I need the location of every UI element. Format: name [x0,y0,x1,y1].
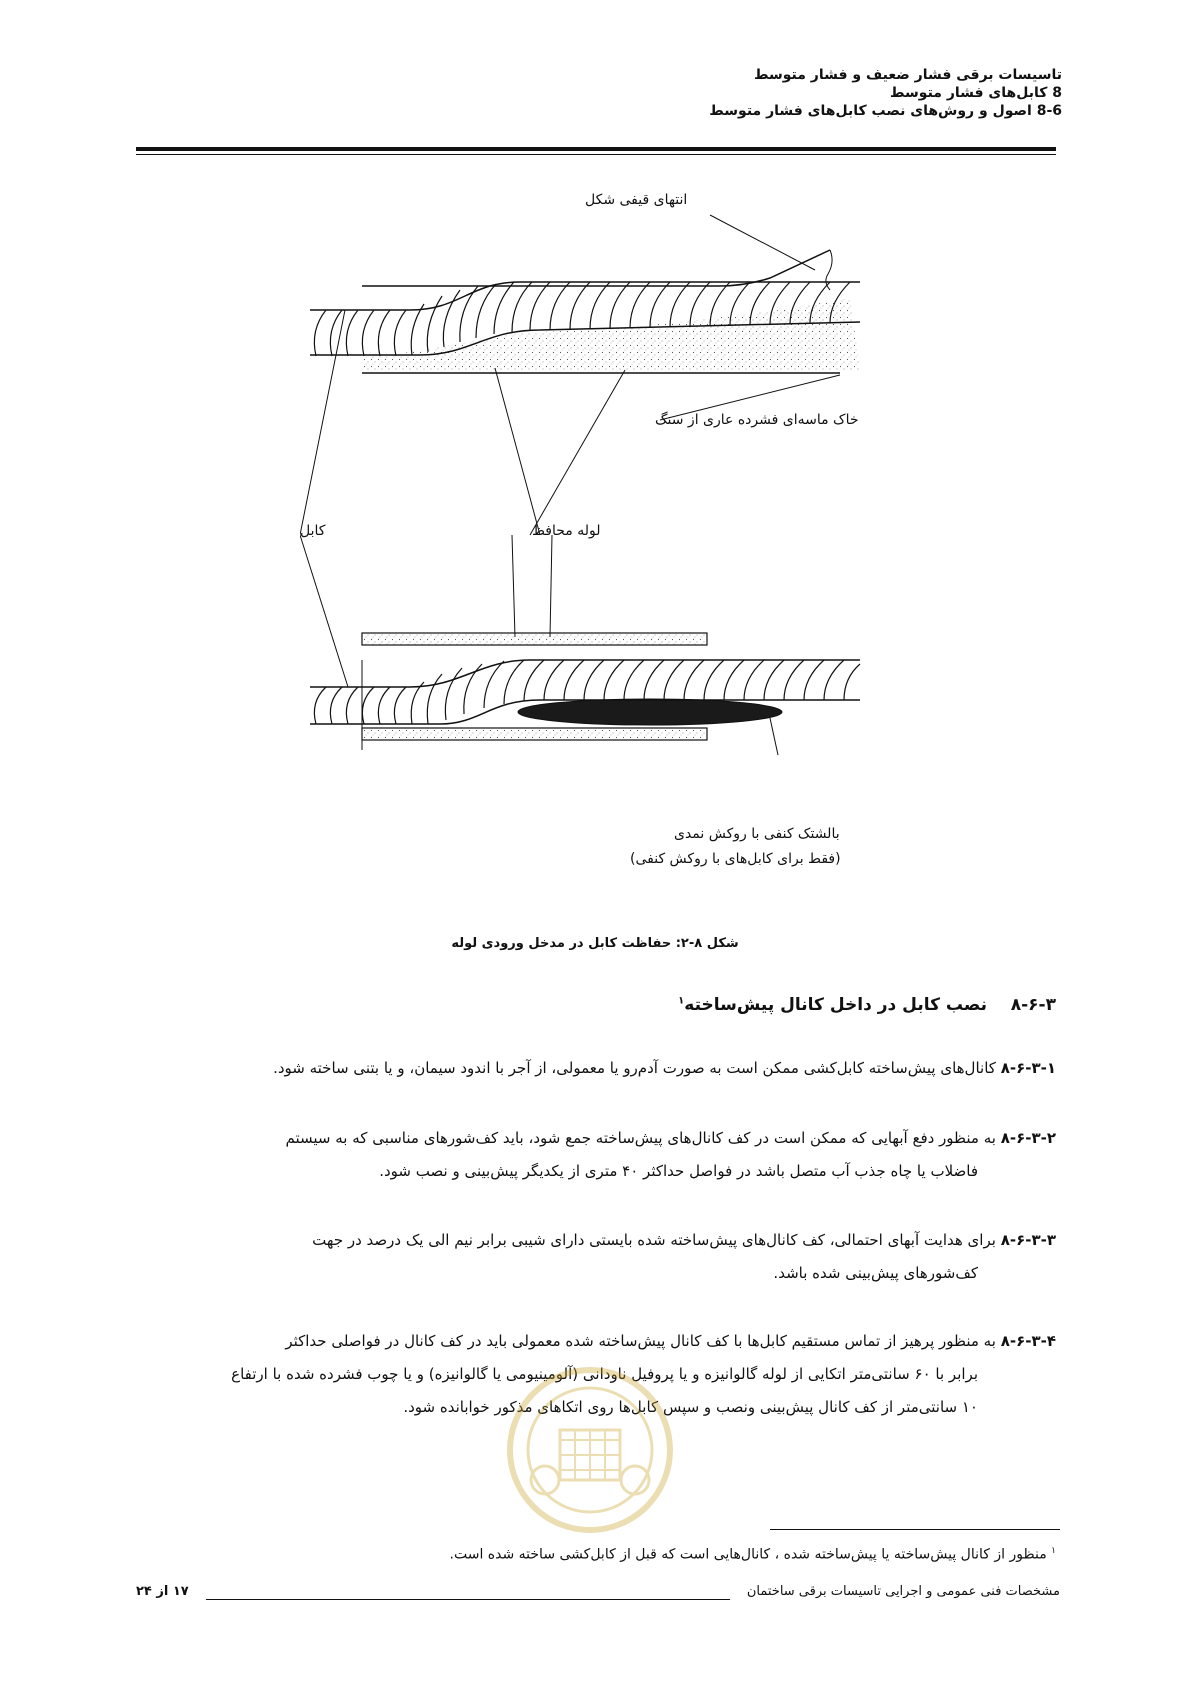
paragraph-text-cont: برابر با ۶۰ سانتی‌متر اتکایی از لوله گالوانیزه و یا پروفیل ناودانی (آلومینیومی یا گالوانیزه) و یا چوب فشرده شده با ارتفاع [231,1365,978,1383]
felt-pad [518,699,782,725]
paragraph-text-cont: کف‌شورهای پیش‌بینی شده باشد. [773,1264,978,1282]
paragraph-number: ۸-۶-۳-۴ [1000,1332,1056,1350]
header-rule-thick [136,147,1056,151]
footer-title: مشخصات فنی عمومی و اجرایی تاسیسات برقی ساختمان [746,1584,1060,1599]
label-cable: کابل [300,523,326,539]
figure-caption: شکل ۸-۲: حفاظت کابل در مدخل ورودی لوله [451,936,739,951]
section-number: ۸-۶-۳ [1010,995,1056,1015]
footnote-ref: ۱ [678,995,685,1007]
pipe-bottom-wall-upper [362,633,707,645]
paragraph-text: به منظور پرهیز از تماس مستقیم کابل‌ها با کف کانال پیش‌ساخته شده معمولی باید در کف کانال در فواصلی حداکثر [285,1332,996,1350]
label-funnel-end: انتهای قیفی شکل [585,192,688,208]
sand-fill [362,298,860,370]
pipe-bottom-wall-lower [362,728,707,740]
page-footer [136,1584,1060,1608]
paragraph-1 [136,1052,1056,1085]
cable-lower-edge-top [310,660,860,687]
label-sand: خاک ماسه‌ای فشرده عاری از سنگ [655,412,859,428]
header-line-1: تاسیسات برقی فشار ضعیف و فشار متوسط [753,67,1062,83]
diagram-drawing [300,190,940,890]
footnote-mark: ۱ [1051,1546,1056,1556]
paragraph-2 [136,1122,1056,1188]
paragraph-text: کانال‌های پیش‌ساخته کابل‌کشی ممکن است به صورت آدم‌رو یا معمولی، از آجر با اندود سیمان، و یا بتنی ساخته شود. [273,1059,996,1077]
header-line-2: 8 کابل‌های فشار متوسط [890,85,1062,101]
label-felt-pad-note: (فقط برای کابل‌های با روکش کنفی) [630,851,841,867]
page-number: ۱۷ از ۲۴ [136,1584,189,1599]
page-header [262,66,1062,120]
paragraph-number: ۸-۶-۳-۱ [1000,1059,1056,1077]
label-felt-pad: بالشتک کنفی با روکش نمدی [674,826,840,842]
watermark-seal [490,1340,690,1560]
footer-rule [206,1599,730,1600]
header-line-3: 8-6 اصول و روش‌های نصب کابل‌های فشار متوسط [709,103,1062,119]
label-protective-pipe: لوله محافظ [532,523,601,539]
paragraph-text: برای هدایت آبهای احتمالی، کف کانال‌های پیش‌ساخته شده بایستی دارای شیبی برابر نیم الی یک درصد در جهت [312,1231,996,1249]
header-rule-thin [136,154,1056,155]
footnote-rule [770,1529,1060,1530]
cable-pipe-entry-diagram [300,190,940,890]
footnote-text: منظور از کانال پیش‌ساخته یا پیش‌ساخته شده ، کانال‌هایی است که قبل از کابل‌کشی ساخته شده است. [449,1546,1047,1563]
paragraph-text: به منظور دفع آبهایی که ممکن است در کف کانال‌های پیش‌ساخته جمع شود، باید کف‌شورهای مناسبی که به سیستم [285,1129,996,1147]
section-title [678,995,1056,1015]
paragraph-3 [136,1224,1056,1290]
paragraph-number: ۸-۶-۳-۲ [1000,1129,1056,1147]
pipe-break-mark [826,250,832,290]
footnote [450,1546,1056,1563]
paragraph-text-cont: فاضلاب یا چاه جذب آب متصل باشد در فواصل حداکثر ۴۰ متری از یکدیگر پیش‌بینی و نصب شود. [379,1162,978,1180]
paragraph-text-cont-2: ۱۰ سانتی‌متر از کف کانال پیش‌بینی ونصب و سپس کابل‌ها روی اتکاهای مذکور خوابانده شود. [403,1398,978,1416]
section-title-text: نصب کابل در داخل کانال پیش‌ساخته [684,995,988,1015]
paragraph-number: ۸-۶-۳-۳ [1000,1231,1056,1249]
pipe-top-wall-upper [362,250,830,286]
